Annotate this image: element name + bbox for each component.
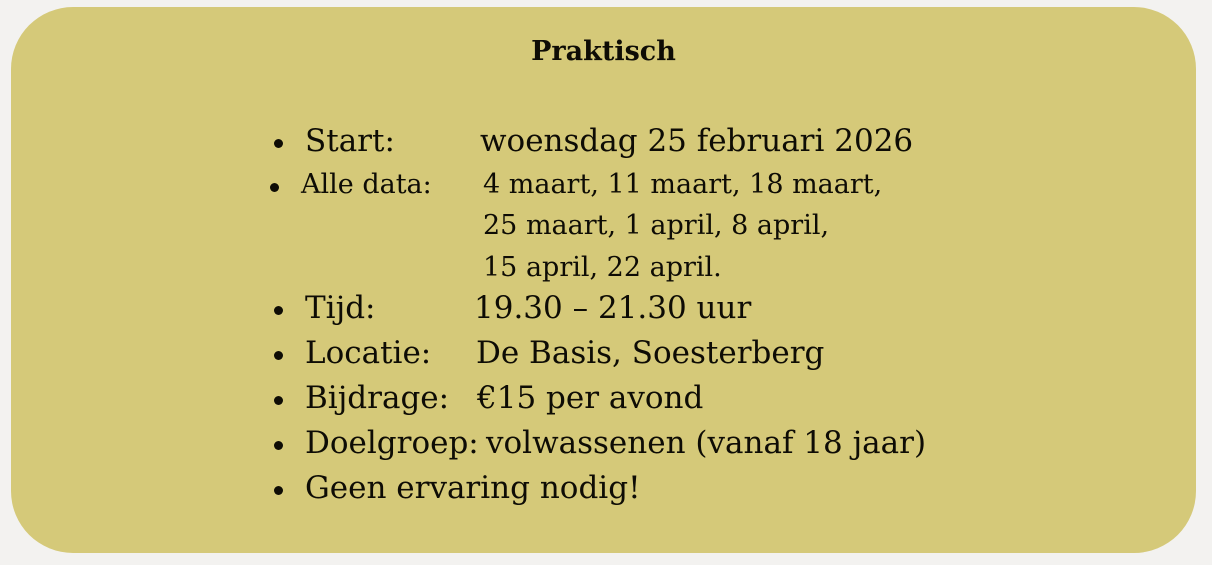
bullet-icon — [274, 441, 283, 450]
card-title: Praktisch — [531, 36, 676, 67]
time-label: Tijd: — [305, 290, 376, 326]
bullet-icon — [274, 351, 283, 360]
bullet-icon — [274, 486, 283, 495]
location-value: De Basis, Soesterberg — [476, 335, 825, 371]
bullet-icon — [274, 396, 283, 405]
audience-value: volwassenen (vanaf 18 jaar) — [486, 425, 927, 461]
no-experience-note: Geen ervaring nodig! — [305, 470, 641, 506]
time-value: 19.30 – 21.30 uur — [474, 290, 752, 326]
bullet-icon — [270, 183, 279, 192]
bullet-icon — [274, 139, 283, 148]
location-label: Locatie: — [305, 335, 432, 371]
audience-label: Doelgroep: — [305, 425, 479, 461]
start-label: Start: — [305, 123, 395, 159]
bullet-icon — [274, 306, 283, 315]
contribution-label: Bijdrage: — [305, 380, 450, 416]
info-card — [11, 7, 1196, 553]
dates-label: Alle data: — [301, 169, 432, 200]
dates-line-3: 15 april, 22 april. — [483, 252, 722, 283]
dates-line-1: 4 maart, 11 maart, 18 maart, — [483, 169, 883, 200]
start-value: woensdag 25 februari 2026 — [480, 123, 914, 159]
dates-line-2: 25 maart, 1 april, 8 april, — [483, 210, 830, 241]
contribution-value: €15 per avond — [477, 380, 704, 416]
